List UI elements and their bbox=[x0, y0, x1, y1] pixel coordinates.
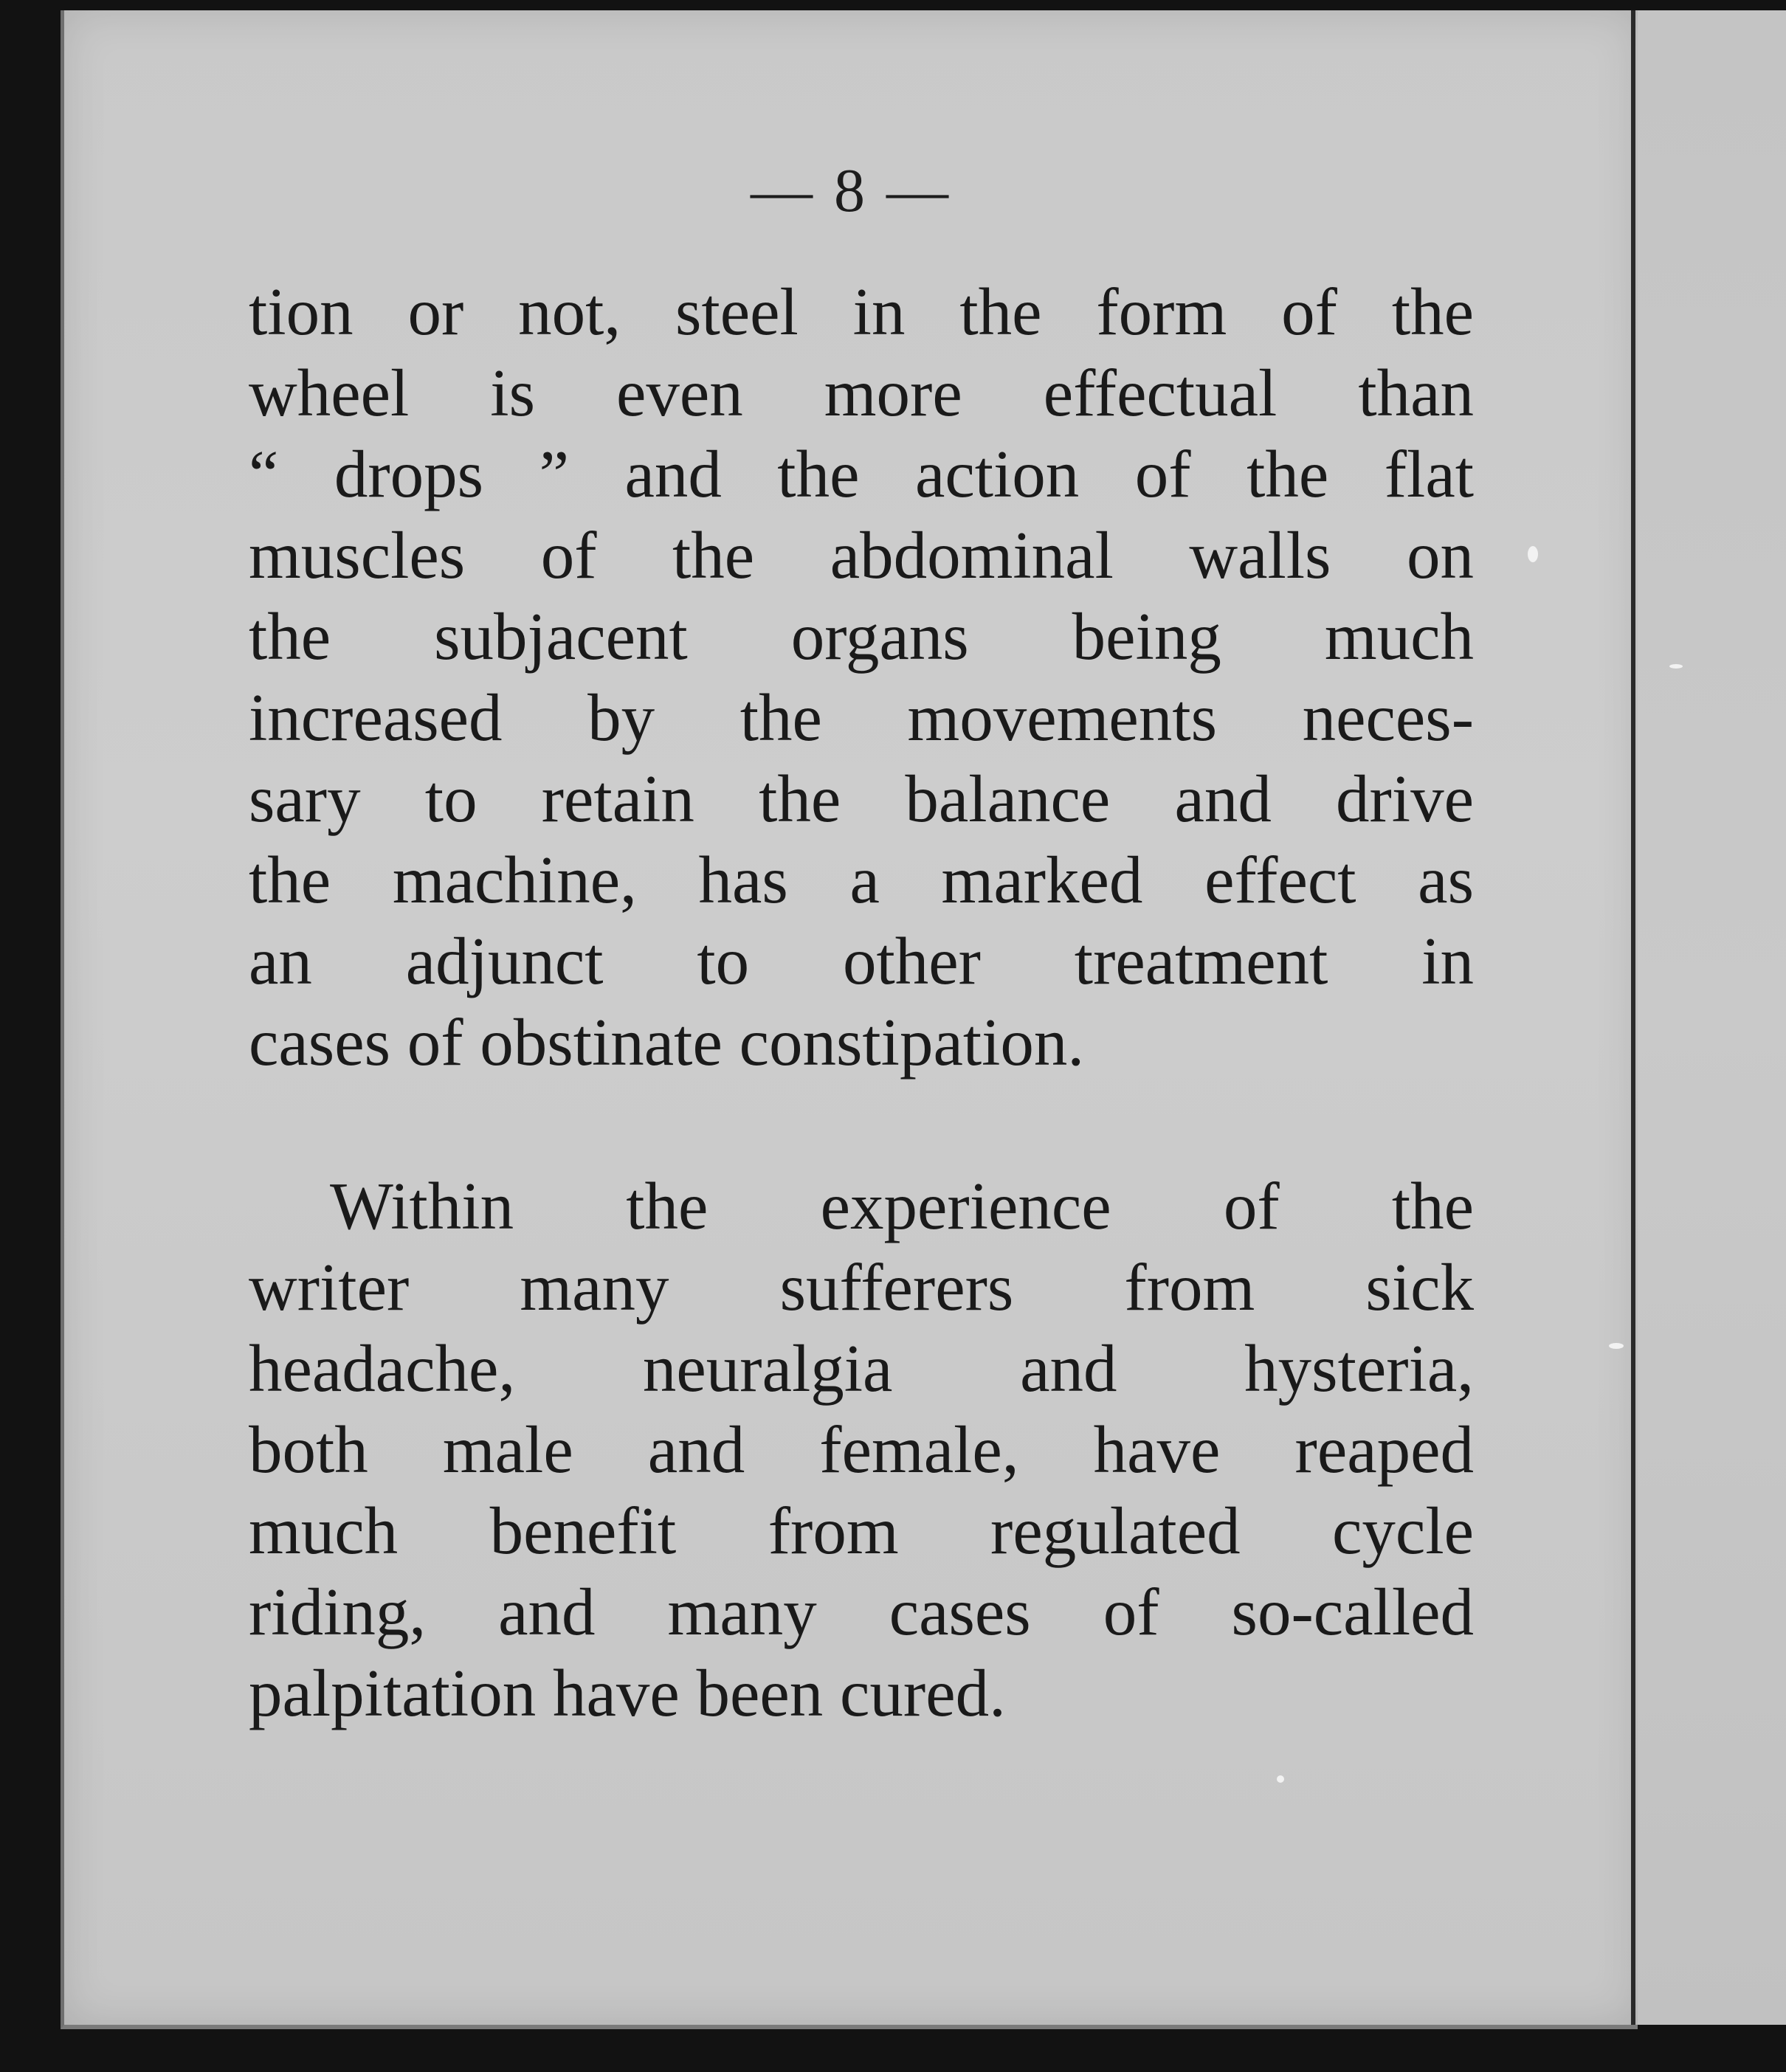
text-line: palpitation have been cured. bbox=[249, 1656, 1006, 1730]
adjacent-page-edge bbox=[1634, 10, 1786, 2025]
text-line: the machine, has a marked effect as bbox=[249, 843, 1474, 917]
text-line: an adjunct to other treatment in bbox=[249, 924, 1474, 998]
text-line: tion or not, steel in the form of the bbox=[249, 274, 1474, 349]
paragraph-2 bbox=[249, 1166, 1474, 1734]
scan-speck bbox=[1669, 664, 1683, 669]
paragraph-1 bbox=[249, 272, 1474, 1083]
scan-speck bbox=[1528, 546, 1538, 562]
scan-speck bbox=[1609, 1343, 1624, 1349]
text-line: wheel is even more effectual than bbox=[249, 356, 1474, 430]
text-line: both male and female, have reaped bbox=[249, 1412, 1474, 1487]
scan-speck bbox=[1277, 1775, 1284, 1783]
page-number: — 8 — bbox=[751, 156, 951, 225]
text-line: muscles of the abdominal walls on bbox=[249, 518, 1474, 593]
text-line: increased by the movements neces- bbox=[249, 680, 1474, 755]
text-line: sary to retain the balance and drive bbox=[249, 762, 1474, 836]
page-gutter-line bbox=[1631, 10, 1635, 2025]
text-line: riding, and many cases of so-called bbox=[249, 1575, 1474, 1649]
text-line: “ drops ” and the action of the flat bbox=[249, 437, 1474, 511]
text-line: writer many sufferers from sick bbox=[249, 1250, 1474, 1325]
text-line: much benefit from regulated cycle bbox=[249, 1493, 1474, 1568]
text-line: Within the experience of the bbox=[330, 1169, 1474, 1243]
text-line: headache, neuralgia and hysteria, bbox=[249, 1331, 1474, 1406]
text-line: the subjacent organs being much bbox=[249, 599, 1474, 674]
book-page bbox=[61, 10, 1638, 2029]
text-line: cases of obstinate constipation. bbox=[249, 1005, 1085, 1080]
